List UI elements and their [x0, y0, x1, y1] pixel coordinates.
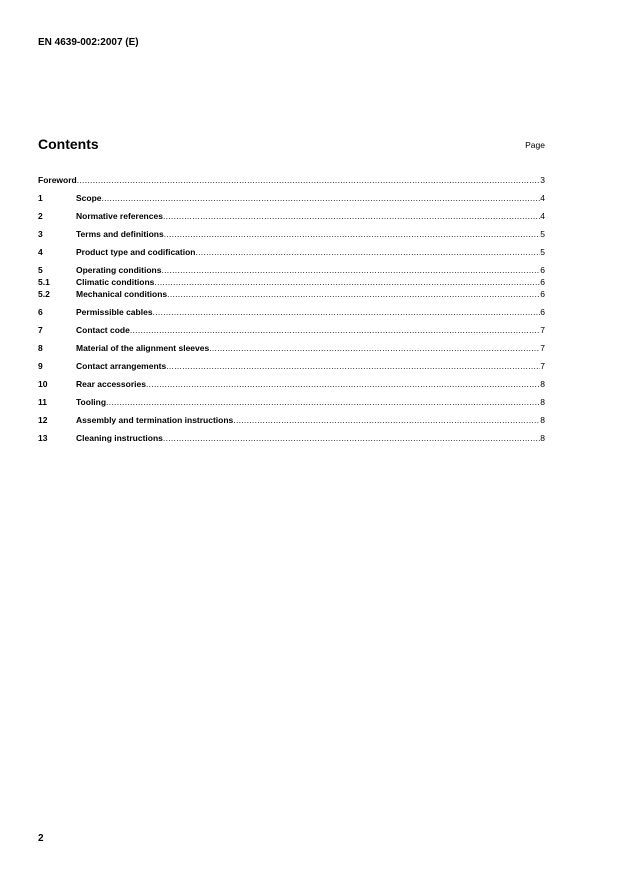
toc-entry-number: 6 [38, 307, 43, 317]
toc-entry-number: 8 [38, 343, 43, 353]
toc-entry-rear-accessories[interactable] [38, 378, 545, 390]
toc-entry-number: 2 [38, 211, 43, 221]
page-column-label: Page [525, 140, 545, 150]
toc-entry-page: 3 [540, 175, 545, 185]
toc-leader-dots [106, 396, 540, 408]
toc-entry-number: 11 [38, 397, 47, 407]
toc-entry-title: Tooling [76, 397, 107, 407]
toc-entry-title: Assembly and termination instructions [76, 415, 234, 425]
toc-leader-dots [166, 360, 540, 372]
toc-entry-title: Normative references [76, 211, 163, 221]
toc-leader-dots [161, 264, 540, 276]
toc-entry-page: 7 [540, 361, 545, 371]
toc-entry-title: Contact arrangements [76, 361, 167, 371]
toc-leader-dots [130, 324, 540, 336]
toc-entry-title: Permissible cables [76, 307, 153, 317]
toc-entry-title: Foreword [38, 175, 77, 185]
toc-entry-alignment-sleeves[interactable] [38, 342, 545, 354]
toc-leader-dots [163, 432, 540, 444]
toc-entry-page: 6 [540, 289, 545, 299]
toc-entry-terms-and-definitions[interactable] [38, 228, 545, 240]
toc-entry-operating-conditions[interactable] [38, 264, 545, 276]
toc-entry-number: 5.1 [38, 277, 50, 287]
toc-entry-number: 4 [38, 247, 43, 257]
toc-leader-dots [167, 288, 540, 300]
toc-entry-number: 5.2 [38, 289, 50, 299]
toc-entry-normative-references[interactable] [38, 210, 545, 222]
toc-leader-dots [209, 342, 540, 354]
toc-entry-page: 6 [540, 277, 545, 287]
toc-entry-title: Mechanical conditions [76, 289, 168, 299]
contents-heading: Contents [38, 136, 99, 152]
toc-entry-mechanical-conditions[interactable] [38, 288, 545, 300]
toc-leader-dots [154, 276, 540, 288]
toc-entry-number: 10 [38, 379, 48, 389]
toc-entry-cleaning-instructions[interactable] [38, 432, 545, 444]
toc-entry-page: 8 [540, 415, 545, 425]
toc-leader-dots [163, 210, 540, 222]
toc-entry-page: 4 [540, 211, 545, 221]
toc-entry-tooling[interactable] [38, 396, 545, 408]
toc-entry-number: 7 [38, 325, 43, 335]
toc-entry-title: Contact code [76, 325, 130, 335]
page-number: 2 [38, 833, 44, 844]
toc-entry-scope[interactable] [38, 192, 545, 204]
toc-entry-title: Scope [76, 193, 102, 203]
toc-entry-title: Rear accessories [76, 379, 146, 389]
toc-entry-page: 8 [540, 433, 545, 443]
toc-leader-dots [77, 174, 541, 186]
toc-leader-dots [195, 246, 540, 258]
toc-leader-dots [102, 192, 541, 204]
toc-entry-climatic-conditions[interactable] [38, 276, 545, 288]
toc-entry-page: 7 [540, 325, 545, 335]
table-of-contents [38, 174, 545, 444]
toc-entry-number: 9 [38, 361, 43, 371]
toc-leader-dots [164, 228, 541, 240]
toc-entry-page: 8 [540, 397, 545, 407]
toc-entry-permissible-cables[interactable] [38, 306, 545, 318]
toc-entry-number: 12 [38, 415, 48, 425]
toc-entry-number: 3 [38, 229, 43, 239]
toc-entry-number: 13 [38, 433, 48, 443]
toc-entry-page: 4 [540, 193, 545, 203]
toc-entry-page: 5 [540, 229, 545, 239]
toc-entry-page: 6 [540, 307, 545, 317]
toc-entry-assembly-termination[interactable] [38, 414, 545, 426]
toc-entry-title: Operating conditions [76, 265, 162, 275]
toc-entry-foreword[interactable] [38, 174, 545, 186]
toc-entry-number: 5 [38, 265, 43, 275]
toc-entry-title: Terms and definitions [76, 229, 164, 239]
toc-entry-title: Climatic conditions [76, 277, 155, 287]
toc-entry-number: 1 [38, 193, 43, 203]
toc-entry-title: Cleaning instructions [76, 433, 163, 443]
toc-entry-product-type[interactable] [38, 246, 545, 258]
toc-entry-contact-arrangements[interactable] [38, 360, 545, 372]
toc-entry-title: Product type and codification [76, 247, 196, 257]
toc-entry-contact-code[interactable] [38, 324, 545, 336]
toc-leader-dots [233, 414, 540, 426]
toc-leader-dots [146, 378, 540, 390]
toc-entry-title: Material of the alignment sleeves [76, 343, 210, 353]
toc-entry-page: 5 [540, 247, 545, 257]
toc-entry-page: 7 [540, 343, 545, 353]
toc-leader-dots [153, 306, 541, 318]
toc-entry-page: 6 [540, 265, 545, 275]
document-id: EN 4639-002:2007 (E) [38, 37, 139, 48]
toc-entry-page: 8 [540, 379, 545, 389]
